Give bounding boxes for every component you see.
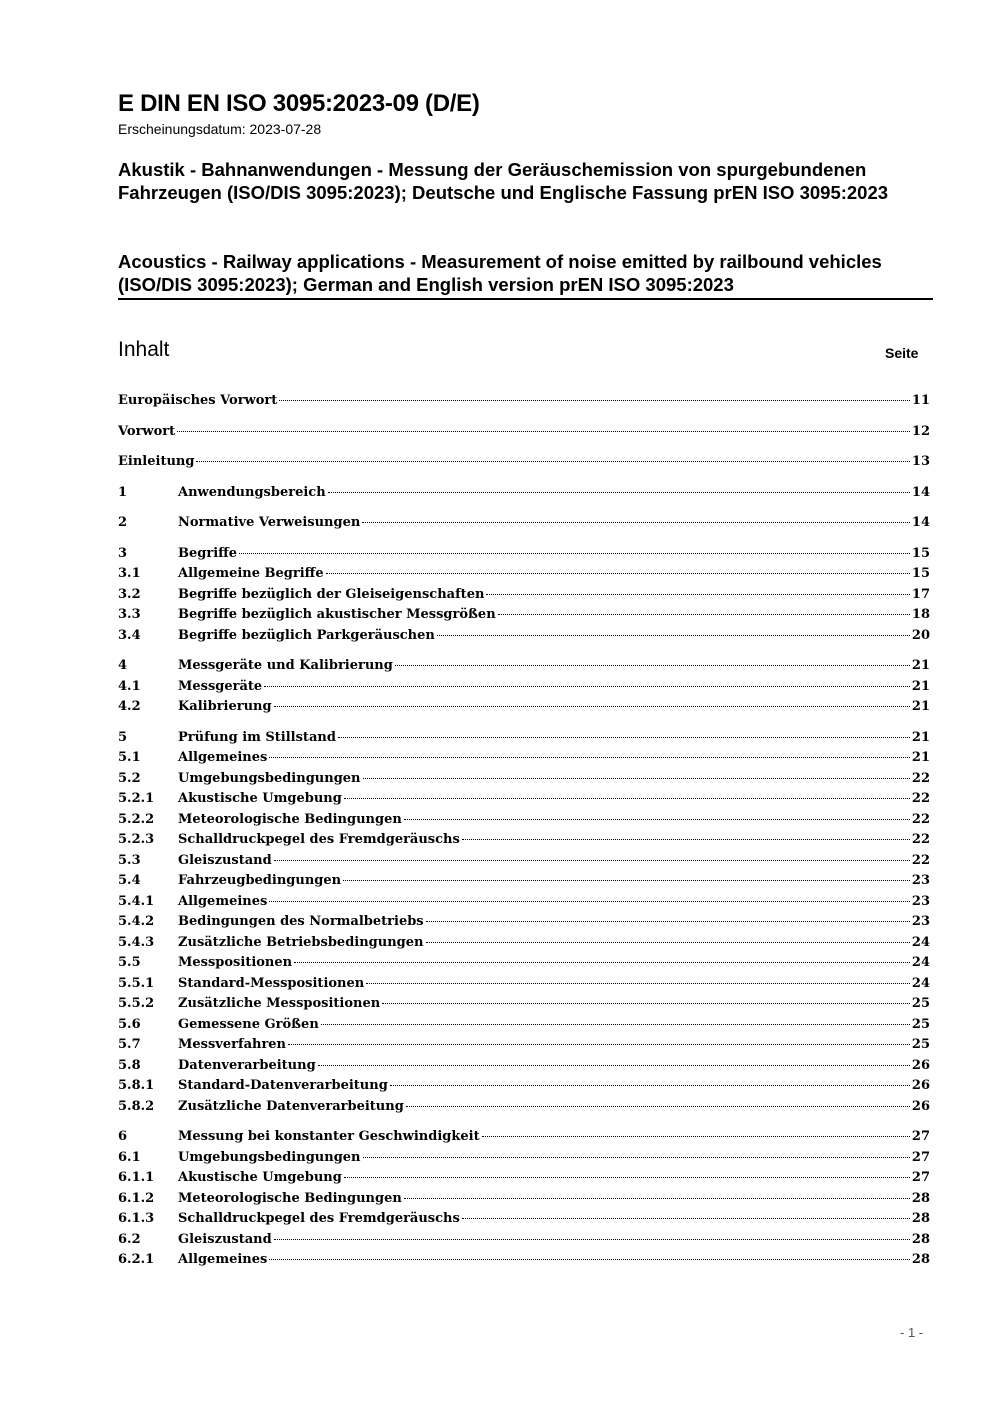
toc-entry-number: 6.1 <box>118 1149 141 1165</box>
toc-entry[interactable] <box>118 791 930 812</box>
title-german: Akustik - Bahnanwendungen - Messung der Geräuschemission von spurgebundenen Fahrzeugen (ISO/DIS 3095:2023); Deutsche und Englische Fassung prEN ISO 3095:2023 <box>118 159 889 203</box>
toc-entry[interactable] <box>118 730 930 751</box>
toc-leader-dots <box>406 1106 910 1107</box>
toc-entry-label: Allgemeines <box>178 750 268 765</box>
toc-entry-label: Schalldruckpegel des Fremdgeräuschs <box>178 1211 460 1226</box>
toc-entry-page: 22 <box>911 811 930 827</box>
toc-leader-dots <box>363 1157 910 1158</box>
toc-entry-number: 3 <box>118 545 128 561</box>
toc-entry-number: 6.1.2 <box>118 1190 155 1206</box>
toc-entry-label: Fahrzeugbedingungen <box>178 873 342 888</box>
toc-entry-number: 5.2.2 <box>118 811 155 827</box>
toc-entry-page: 13 <box>911 454 930 469</box>
toc-leader-dots <box>363 778 910 779</box>
toc-entry-number: 5.5 <box>118 955 141 970</box>
toc-entry-label: Messung bei konstanter Geschwindigkeit <box>178 1129 480 1144</box>
toc-entry-number: 5.2.1 <box>118 791 155 806</box>
toc-entry-label: Bedingungen des Normalbetriebs <box>178 914 424 929</box>
toc-leader-dots <box>196 461 909 462</box>
toc-entry[interactable] <box>118 587 930 608</box>
toc-entry-number: 6 <box>118 1129 128 1144</box>
toc-entry-number: 5.3 <box>118 852 141 868</box>
toc-entry[interactable] <box>118 699 930 720</box>
toc-entry[interactable] <box>118 546 930 567</box>
toc-entry-page: 15 <box>911 566 930 581</box>
toc-entry-number: 3.4 <box>118 627 141 643</box>
toc-entry-label: Allgemeine Begriffe <box>178 566 324 581</box>
toc-leader-dots <box>288 1044 910 1045</box>
toc-entry-label: Akustische Umgebung <box>178 791 342 806</box>
toc-entry-number: 6.1.3 <box>118 1211 155 1226</box>
toc-entry-number: 2 <box>118 515 128 530</box>
toc-entry-page: 21 <box>911 678 930 694</box>
toc-leader-dots <box>462 839 910 840</box>
toc-entry-page: 23 <box>911 914 930 929</box>
toc-entry-label: Zusätzliche Messpositionen <box>178 996 381 1011</box>
toc-entry-label: Einleitung <box>118 454 195 469</box>
toc-entry-label: Allgemeines <box>178 893 268 909</box>
standard-title: E DIN EN ISO 3095:2023-09 (D/E) <box>118 90 480 117</box>
toc-entry-number: 4.1 <box>118 678 141 694</box>
toc-leader-dots <box>269 757 910 758</box>
toc-entry[interactable] <box>118 485 930 506</box>
toc-leader-dots <box>318 1065 910 1066</box>
toc-entry-label: Standard-Messpositionen <box>178 975 365 991</box>
toc-entry-page: 22 <box>911 791 930 806</box>
toc-entry-label: Kalibrierung <box>178 699 272 714</box>
toc-entry[interactable] <box>118 679 930 700</box>
toc-entry[interactable] <box>118 1252 930 1273</box>
toc-entry-label: Gleiszustand <box>178 852 272 868</box>
toc-leader-dots <box>482 1136 910 1137</box>
toc-entry-number: 5.4.2 <box>118 914 155 929</box>
toc-entry[interactable] <box>118 750 930 771</box>
toc-leader-dots <box>426 942 910 943</box>
toc-leader-dots <box>362 522 910 523</box>
toc-entry-page: 15 <box>911 545 930 561</box>
toc-entry[interactable] <box>118 454 930 475</box>
toc-entry[interactable] <box>118 515 930 536</box>
toc-entry-number: 5.4 <box>118 873 141 888</box>
toc-leader-dots <box>486 594 909 595</box>
toc-entry-label: Zusätzliche Datenverarbeitung <box>178 1098 404 1114</box>
toc-entry-page: 14 <box>911 515 930 530</box>
toc-entry-number: 5.2.3 <box>118 832 155 847</box>
toc-entry-label: Standard-Datenverarbeitung <box>178 1078 388 1093</box>
toc-entry[interactable] <box>118 1037 930 1058</box>
toc-leader-dots <box>395 665 910 666</box>
toc-leader-dots <box>404 819 910 820</box>
toc-entry-page: 26 <box>911 1057 930 1073</box>
toc-entry[interactable] <box>118 853 930 874</box>
toc-entry-label: Datenverarbeitung <box>178 1057 316 1073</box>
toc-entry-number: 6.2.1 <box>118 1252 155 1267</box>
toc-leader-dots <box>338 737 910 738</box>
toc-leader-dots <box>269 901 910 902</box>
toc-entry[interactable] <box>118 1170 930 1191</box>
toc-entry[interactable] <box>118 1017 930 1038</box>
toc-leader-dots <box>274 1239 910 1240</box>
toc-leader-dots <box>279 400 910 401</box>
toc-entry-number: 5.5.1 <box>118 975 155 991</box>
toc-entry-label: Begriffe <box>178 545 238 561</box>
toc-entry[interactable] <box>118 566 930 587</box>
toc-entry-page: 25 <box>911 996 930 1011</box>
toc-leader-dots <box>498 614 910 615</box>
toc-leader-dots <box>437 635 910 636</box>
toc-leader-dots <box>343 880 910 881</box>
toc-entry-number: 5 <box>118 729 128 745</box>
toc-entry-label: Prüfung im Stillstand <box>178 729 336 745</box>
toc-entry-page: 24 <box>911 934 930 950</box>
toc-leader-dots <box>344 798 910 799</box>
toc-entry[interactable] <box>118 393 930 414</box>
toc-entry-number: 5.1 <box>118 750 141 765</box>
toc-entry-number: 3.2 <box>118 586 141 602</box>
toc-entry-page: 25 <box>911 1016 930 1032</box>
toc-leader-dots <box>269 1259 910 1260</box>
toc-entry-label: Begriffe bezüglich akustischer Messgrößen <box>178 607 496 622</box>
toc-leader-dots <box>177 431 910 432</box>
toc-entry-page: 21 <box>911 699 930 714</box>
toc-entry-page: 14 <box>911 484 930 500</box>
toc-leader-dots <box>344 1177 910 1178</box>
toc-entry-label: Umgebungsbedingungen <box>178 770 361 786</box>
toc-entry-label: Messpositionen <box>178 955 293 970</box>
toc-entry-number: 1 <box>118 484 128 500</box>
toc-leader-dots <box>404 1198 910 1199</box>
toc-entry-label: Akustische Umgebung <box>178 1170 342 1185</box>
toc-entry-label: Meteorologische Bedingungen <box>178 1190 402 1206</box>
toc-entry-page: 25 <box>911 1037 930 1052</box>
toc-entry-number: 4.2 <box>118 699 141 714</box>
toc-entry-label: Messgeräte <box>178 678 263 694</box>
toc-entry-number: 6.1.1 <box>118 1170 155 1185</box>
toc-leader-dots <box>274 860 910 861</box>
toc-entry[interactable] <box>118 914 930 935</box>
toc-entry-number: 5.7 <box>118 1037 141 1052</box>
toc-entry-page: 28 <box>911 1190 930 1206</box>
toc-entry-page: 17 <box>911 586 930 602</box>
toc-entry[interactable] <box>118 832 930 853</box>
toc-entry-page: 28 <box>911 1231 930 1247</box>
toc-leader-dots <box>239 553 910 554</box>
toc-entry-label: Zusätzliche Betriebsbedingungen <box>178 934 424 950</box>
toc-entry[interactable] <box>118 771 930 792</box>
toc-leader-dots <box>382 1003 910 1004</box>
table-of-contents <box>118 393 930 1273</box>
toc-entry-page: 26 <box>911 1078 930 1093</box>
toc-entry-page: 22 <box>911 852 930 868</box>
toc-entry-page: 21 <box>911 729 930 745</box>
toc-entry-label: Gemessene Größen <box>178 1016 319 1032</box>
toc-entry[interactable] <box>118 607 930 628</box>
toc-entry-label: Gleiszustand <box>178 1231 272 1247</box>
title-english: Acoustics - Railway applications - Measurement of noise emitted by railbound vehicles (ISO/DIS 3095:2023); German and English version prEN ISO 3095:2023 <box>118 250 933 300</box>
toc-entry[interactable] <box>118 1099 930 1120</box>
toc-entry-number: 3.1 <box>118 566 141 581</box>
page-number: - 1 - <box>900 1325 924 1340</box>
toc-entry-label: Umgebungsbedingungen <box>178 1149 361 1165</box>
toc-leader-dots <box>366 983 910 984</box>
toc-leader-dots <box>294 962 910 963</box>
publication-date: Erscheinungsdatum: 2023-07-28 <box>118 121 322 137</box>
toc-entry[interactable] <box>118 894 930 915</box>
toc-entry-number: 5.8 <box>118 1057 141 1073</box>
toc-entry-number: 3.3 <box>118 607 141 622</box>
toc-entry-label: Messverfahren <box>178 1037 287 1052</box>
toc-entry[interactable] <box>118 1058 930 1079</box>
toc-leader-dots <box>328 492 910 493</box>
toc-entry-label: Schalldruckpegel des Fremdgeräuschs <box>178 832 460 847</box>
toc-entry-number: 5.4.1 <box>118 893 155 909</box>
toc-entry-number: 4 <box>118 658 128 673</box>
toc-leader-dots <box>274 706 910 707</box>
toc-entry-number: 5.4.3 <box>118 934 155 950</box>
toc-leader-dots <box>390 1085 910 1086</box>
toc-entry-page: 18 <box>911 607 930 622</box>
toc-entry[interactable] <box>118 812 930 833</box>
toc-entry[interactable] <box>118 628 930 649</box>
toc-entry-page: 28 <box>911 1211 930 1226</box>
toc-heading: Inhalt <box>118 338 170 361</box>
toc-entry-page: 27 <box>911 1170 930 1185</box>
toc-entry-label: Normative Verweisungen <box>178 515 361 530</box>
toc-entry[interactable] <box>118 1129 930 1150</box>
toc-entry-label: Begriffe bezüglich Parkgeräuschen <box>178 627 435 643</box>
toc-leader-dots <box>462 1218 910 1219</box>
toc-entry-page: 21 <box>911 750 930 765</box>
toc-entry-label: Europäisches Vorwort <box>118 393 278 408</box>
toc-entry-page: 28 <box>911 1252 930 1267</box>
toc-entry-number: 5.5.2 <box>118 996 155 1011</box>
toc-entry-label: Begriffe bezüglich der Gleiseigenschaften <box>178 586 485 602</box>
toc-entry[interactable] <box>118 424 930 445</box>
toc-entry-page: 27 <box>911 1149 930 1165</box>
toc-leader-dots <box>321 1024 910 1025</box>
toc-leader-dots <box>426 921 910 922</box>
toc-entry-page: 11 <box>911 393 930 408</box>
toc-entry-label: Messgeräte und Kalibrierung <box>178 658 393 673</box>
toc-leader-dots <box>264 686 910 687</box>
toc-leader-dots <box>326 573 910 574</box>
toc-entry-page: 20 <box>911 627 930 643</box>
toc-entry-page: 12 <box>911 423 930 439</box>
toc-page-column-label: Seite <box>885 345 919 361</box>
toc-entry-page: 26 <box>911 1098 930 1114</box>
toc-entry-label: Allgemeines <box>178 1252 268 1267</box>
toc-entry-page: 23 <box>911 873 930 888</box>
toc-entry-number: 5.8.2 <box>118 1098 155 1114</box>
toc-entry-page: 22 <box>911 832 930 847</box>
toc-entry[interactable] <box>118 1191 930 1212</box>
toc-entry[interactable] <box>118 1078 930 1099</box>
toc-entry[interactable] <box>118 976 930 997</box>
toc-entry-label: Meteorologische Bedingungen <box>178 811 402 827</box>
toc-entry[interactable] <box>118 873 930 894</box>
toc-entry[interactable] <box>118 1150 930 1171</box>
toc-entry-page: 24 <box>911 955 930 970</box>
toc-entry[interactable] <box>118 1232 930 1253</box>
toc-entry-label: Vorwort <box>118 423 176 439</box>
toc-entry-page: 22 <box>911 770 930 786</box>
toc-entry-number: 6.2 <box>118 1231 141 1247</box>
toc-entry-page: 23 <box>911 893 930 909</box>
toc-entry[interactable] <box>118 658 930 679</box>
toc-entry[interactable] <box>118 935 930 956</box>
toc-entry-page: 27 <box>911 1129 930 1144</box>
toc-entry-page: 21 <box>911 658 930 673</box>
toc-entry[interactable] <box>118 996 930 1017</box>
toc-entry[interactable] <box>118 955 930 976</box>
toc-entry-label: Anwendungsbereich <box>178 484 326 500</box>
toc-entry-number: 5.8.1 <box>118 1078 155 1093</box>
toc-entry-number: 5.2 <box>118 770 141 786</box>
toc-entry-number: 5.6 <box>118 1016 141 1032</box>
toc-entry[interactable] <box>118 1211 930 1232</box>
toc-entry-page: 24 <box>911 975 930 991</box>
